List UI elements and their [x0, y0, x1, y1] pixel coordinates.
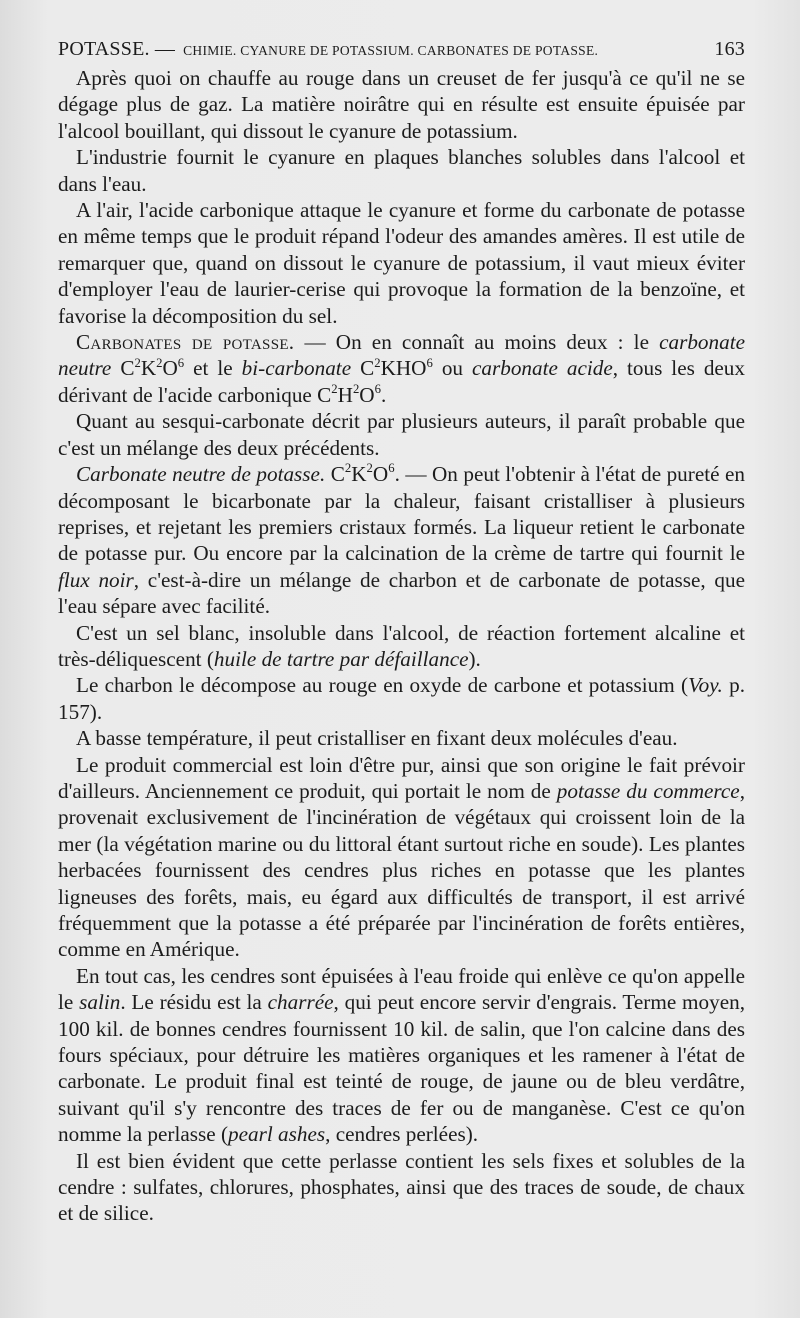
text-run: Le produit commercial est loin d'être pur, ainsi que son origine le fait prévoir d'ailleurs. Anciennement ce produit, qui portait le nom de — [58, 752, 745, 803]
formula: C — [111, 356, 135, 381]
paragraph-6 — [58, 461, 745, 619]
superscript: 2 — [374, 355, 381, 370]
running-header — [58, 38, 745, 61]
formula: H — [337, 382, 353, 407]
text-run: . — [380, 382, 387, 407]
italic-term: salin — [79, 990, 121, 1015]
text-run: p. 157). — [58, 673, 745, 724]
superscript: 6 — [388, 461, 395, 476]
text-run: . Le résidu est la — [120, 990, 268, 1015]
paragraph-3: A l'air, l'acide carbonique attaque le cyanure et forme du carbonate de potasse en même temps que le produit répand l'odeur des amandes amères. Il est utile de remarquer que, quand on dissout le cyanure de potassium, il vaut mieux éviter d'employer l'eau de laurier-cerise qui provoque la formation de la benzoïne, et favorise la décomposition du sel. — [58, 198, 745, 328]
text-run: et le — [184, 356, 242, 381]
formula: KHO — [380, 356, 427, 381]
text-run: Le charbon le décompose au rouge en oxyde de carbone et potassium ( — [76, 673, 689, 698]
text-run: C'est un sel blanc, insoluble dans l'alcool, de réaction fortement alcaline et très-déliquescent ( — [58, 620, 745, 671]
italic-term: potasse du commerce — [556, 778, 740, 803]
italic-term: carbonate acide — [471, 356, 613, 381]
paragraph-7 — [58, 620, 745, 673]
italic-term: charrée — [267, 990, 334, 1015]
formula: C — [325, 462, 345, 487]
formula: K — [351, 462, 367, 487]
italic-term: pearl ashes — [228, 1122, 326, 1147]
text-run: , provenait exclusivement de l'incinération de végétaux qui croissent loin de la mer (la végétation marine ou du littoral étant surtout riche en soude). Les plantes herbacées fournissent des cendres plus riches en potasse que les plantes ligneuses des forêts, mais, eu égard aux difficultés de transport, il est arrivé fréquemment que la potasse a été préparée par l'incinération de forêts entières, comme en Amérique. — [58, 778, 745, 962]
italic-term: huile de tartre par défaillance — [213, 646, 469, 671]
paragraph-5: Quant au sesqui-carbonate décrit par plusieurs auteurs, il paraît probable que c'est un mélange des deux précédents. — [58, 409, 745, 460]
page-number: 163 — [714, 38, 745, 60]
superscript: 6 — [177, 355, 185, 370]
paragraph-9: A basse température, il peut cristalliser en fixant deux molécules d'eau. — [76, 726, 678, 751]
formula: O — [359, 382, 375, 407]
section-heading: Carbonates de potasse. — [76, 330, 295, 355]
text-run: , tous les deux dérivant de l'acide carbonique C — [58, 356, 745, 407]
formula: O — [162, 356, 178, 381]
italic-term: Voy. — [688, 673, 723, 698]
header-title: POTASSE. — [58, 38, 150, 60]
paragraph-12: Il est bien évident que cette perlasse contient les sels fixes et solubles de la cendre : sulfates, chlorures, phosphates, ainsi que des traces de soude, de chaux et de silice. — [58, 1148, 745, 1226]
header-dash: — — [154, 38, 176, 60]
superscript: 2 — [156, 355, 163, 370]
italic-term: bi-carbonate — [241, 356, 352, 381]
text-run: , cendres perlées). — [325, 1122, 479, 1147]
paragraph-2: L'industrie fournit le cyanure en plaques blanches solubles dans l'alcool et dans l'eau. — [58, 145, 745, 196]
italic-term: flux noir — [58, 567, 134, 592]
text-run: , qui peut encore servir d'engrais. Terme moyen, 100 kil. de bonnes cendres fournissent 10 kil. de salin, que l'on calcine dans des fours spéciaux, pour détruire les matières organiques et les ramener à l'état de carbonate. Le produit final est teinté de rouge, de jaune ou de bleu verdâtre, suivant qu'il s'y rencontre des traces de fer ou de manganèse. C'est ce qu'on nomme la perlasse ( — [58, 990, 745, 1147]
superscript: 2 — [352, 382, 360, 397]
italic-term: carbonate neutre — [58, 330, 745, 381]
text-run: — On en connaît au moins deux : le — [294, 330, 660, 355]
formula: O — [372, 462, 389, 487]
paragraph-4 — [58, 329, 745, 408]
paragraph-11 — [58, 963, 745, 1148]
text-run: ). — [468, 646, 481, 671]
superscript: 6 — [426, 355, 433, 370]
superscript: 2 — [344, 461, 352, 476]
header-subtitle: CHIMIE. CYANURE DE POTASSIUM. CARBONATES DE POTASSE. — [183, 43, 599, 58]
superscript: 2 — [366, 461, 373, 476]
text-run: , c'est-à-dire un mélange de charbon et de carbonate de potasse, que l'eau sépare avec facilité. — [58, 567, 746, 619]
italic-heading: Carbonate neutre de potasse. — [76, 462, 326, 487]
body-text — [58, 65, 745, 1227]
paragraph-8 — [58, 672, 745, 725]
formula: K — [140, 356, 157, 381]
paragraph-1: Après quoi on chauffe au rouge dans un creuset de fer jusqu'à ce qu'il ne se dégage plus de gaz. La matière noirâtre qui en résulte est ensuite épuisée par l'alcool bouillant, qui dissout le cyanure de potassium. — [58, 66, 745, 143]
text-run: En tout cas, les cendres sont épuisées à l'eau froide qui enlève ce qu'on appelle le — [58, 963, 745, 1015]
superscript: 2 — [134, 355, 141, 370]
formula: C — [351, 356, 375, 381]
text-run: . — On peut l'obtenir à l'état de pureté en décomposant le bicarbonate par la chaleur, faisant cristalliser à plusieurs reprises, et rejetant les premiers cristaux formés. La liqueur retient le carbonate de potasse pur. Ou encore par la calcination de la crème de tartre qui fournit le — [58, 462, 745, 566]
text-run: ou — [432, 356, 472, 381]
superscript: 6 — [374, 382, 381, 397]
superscript: 2 — [331, 382, 338, 397]
paragraph-10 — [58, 752, 745, 963]
